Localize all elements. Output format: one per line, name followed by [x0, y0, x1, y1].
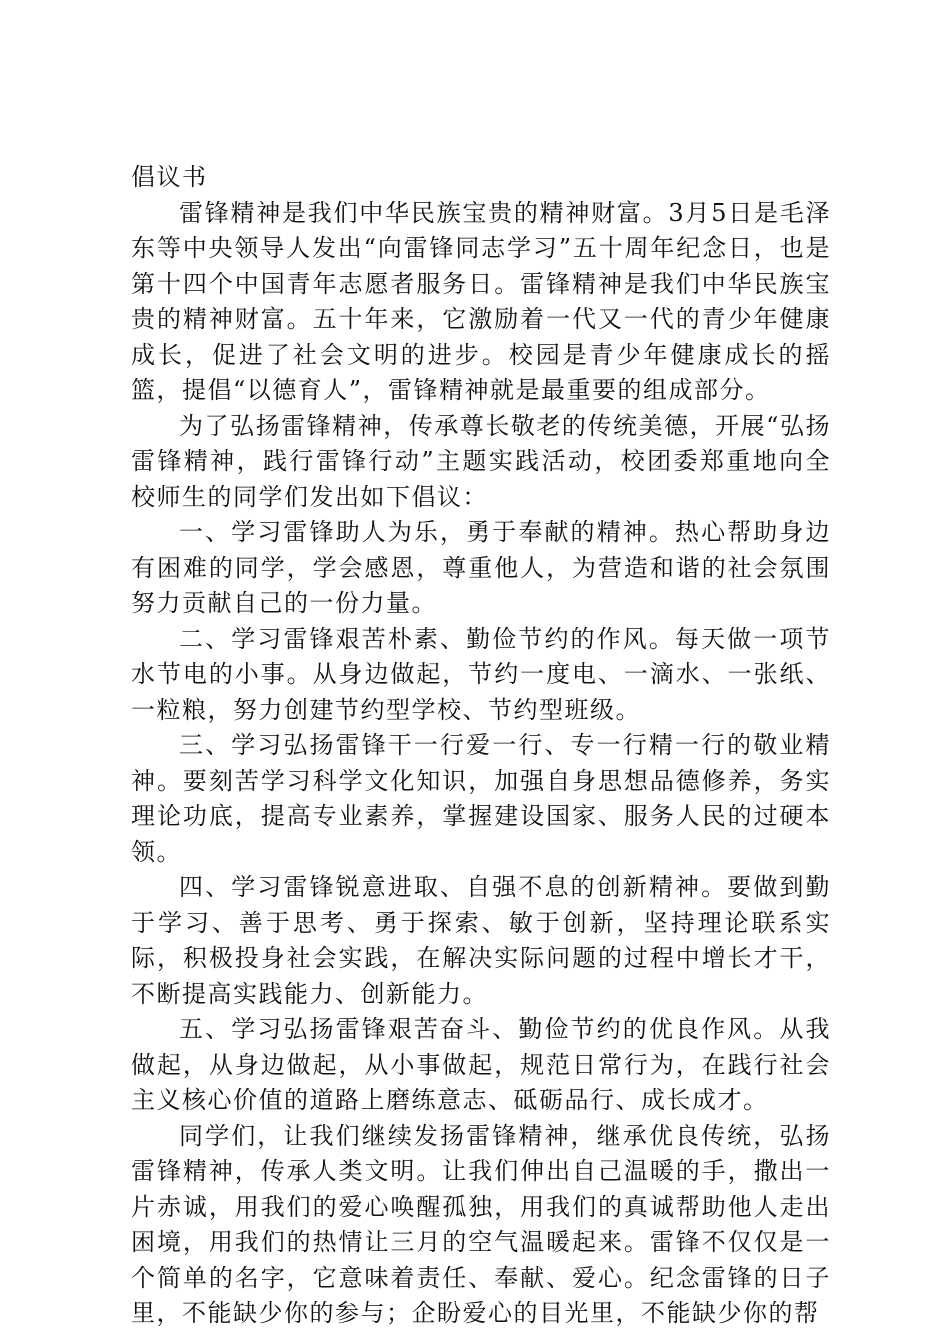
paragraph-proposal-2: 二、学习雷锋艰苦朴素、勤俭节约的作风。每天做一项节水节电的小事。从身边做起，节约一度电、一滴水、一张纸、一粒粮，努力创建节约型学校、节约型班级。 [131, 624, 831, 724]
paragraph-proposal-3: 三、学习弘扬雷锋干一行爱一行、专一行精一行的敬业精神。要刻苦学习科学文化知识，加强自身思想品德修养，务实理论功底，提高专业素养，掌握建设国家、服务人民的过硬本领。 [131, 731, 831, 866]
paragraph-closing: 同学们，让我们继续发扬雷锋精神，继承优良传统，弘扬雷锋精神，传承人类文明。让我们伸出自己温暖的手，撒出一片赤诚，用我们的爱心唤醒孤独，用我们的真诚帮助他人走出困境，用我们的热情让三月的空气温暖起来。雷锋不仅仅是一个简单的名字，它意味着责任、奉献、爱心。纪念雷锋的日子里，不能缺少你的参与；企盼爱心的目光里，不能缺少你的帮 [131, 1121, 831, 1327]
paragraph-intro: 雷锋精神是我们中华民族宝贵的精神财富。3月5日是毛泽东等中央领导人发出“向雷锋同志学习”五十周年纪念日，也是第十四个中国青年志愿者服务日。雷锋精神是我们中华民族宝贵的精神财富。五十年来，它激励着一代又一代的青少年健康成长，促进了社会文明的进步。校园是青少年健康成长的摇篮，提倡“以德育人”，雷锋精神就是最重要的组成部分。 [131, 198, 831, 404]
paragraph-proposal-1: 一、学习雷锋助人为乐，勇于奉献的精神。热心帮助身边有困难的同学，学会感恩，尊重他人，为营造和谐的社会氛围努力贡献自己的一份力量。 [131, 518, 831, 617]
paragraph-proposal-5: 五、学习弘扬雷锋艰苦奋斗、勤俭节约的优良作风。从我做起，从身边做起，从小事做起，规范日常行为，在践行社会主义核心价值的道路上磨练意志、砥砺品行、成长成才。 [131, 1015, 831, 1114]
document-title: 倡议书 [131, 163, 208, 191]
paragraph-proposal-4: 四、学习雷锋锐意进取、自强不息的创新精神。要做到勤于学习、善于思考、勇于探索、敏于创新，坚持理论联系实际，积极投身社会实践，在解决实际问题的过程中增长才干，不断提高实践能力、创新能力。 [131, 873, 831, 1008]
paragraph-purpose: 为了弘扬雷锋精神，传承尊长敬老的传统美德，开展“弘扬雷锋精神，践行雷锋行动”主题实践活动，校团委郑重地向全校师生的同学们发出如下倡议： [131, 411, 831, 511]
document-body [131, 160, 831, 1332]
